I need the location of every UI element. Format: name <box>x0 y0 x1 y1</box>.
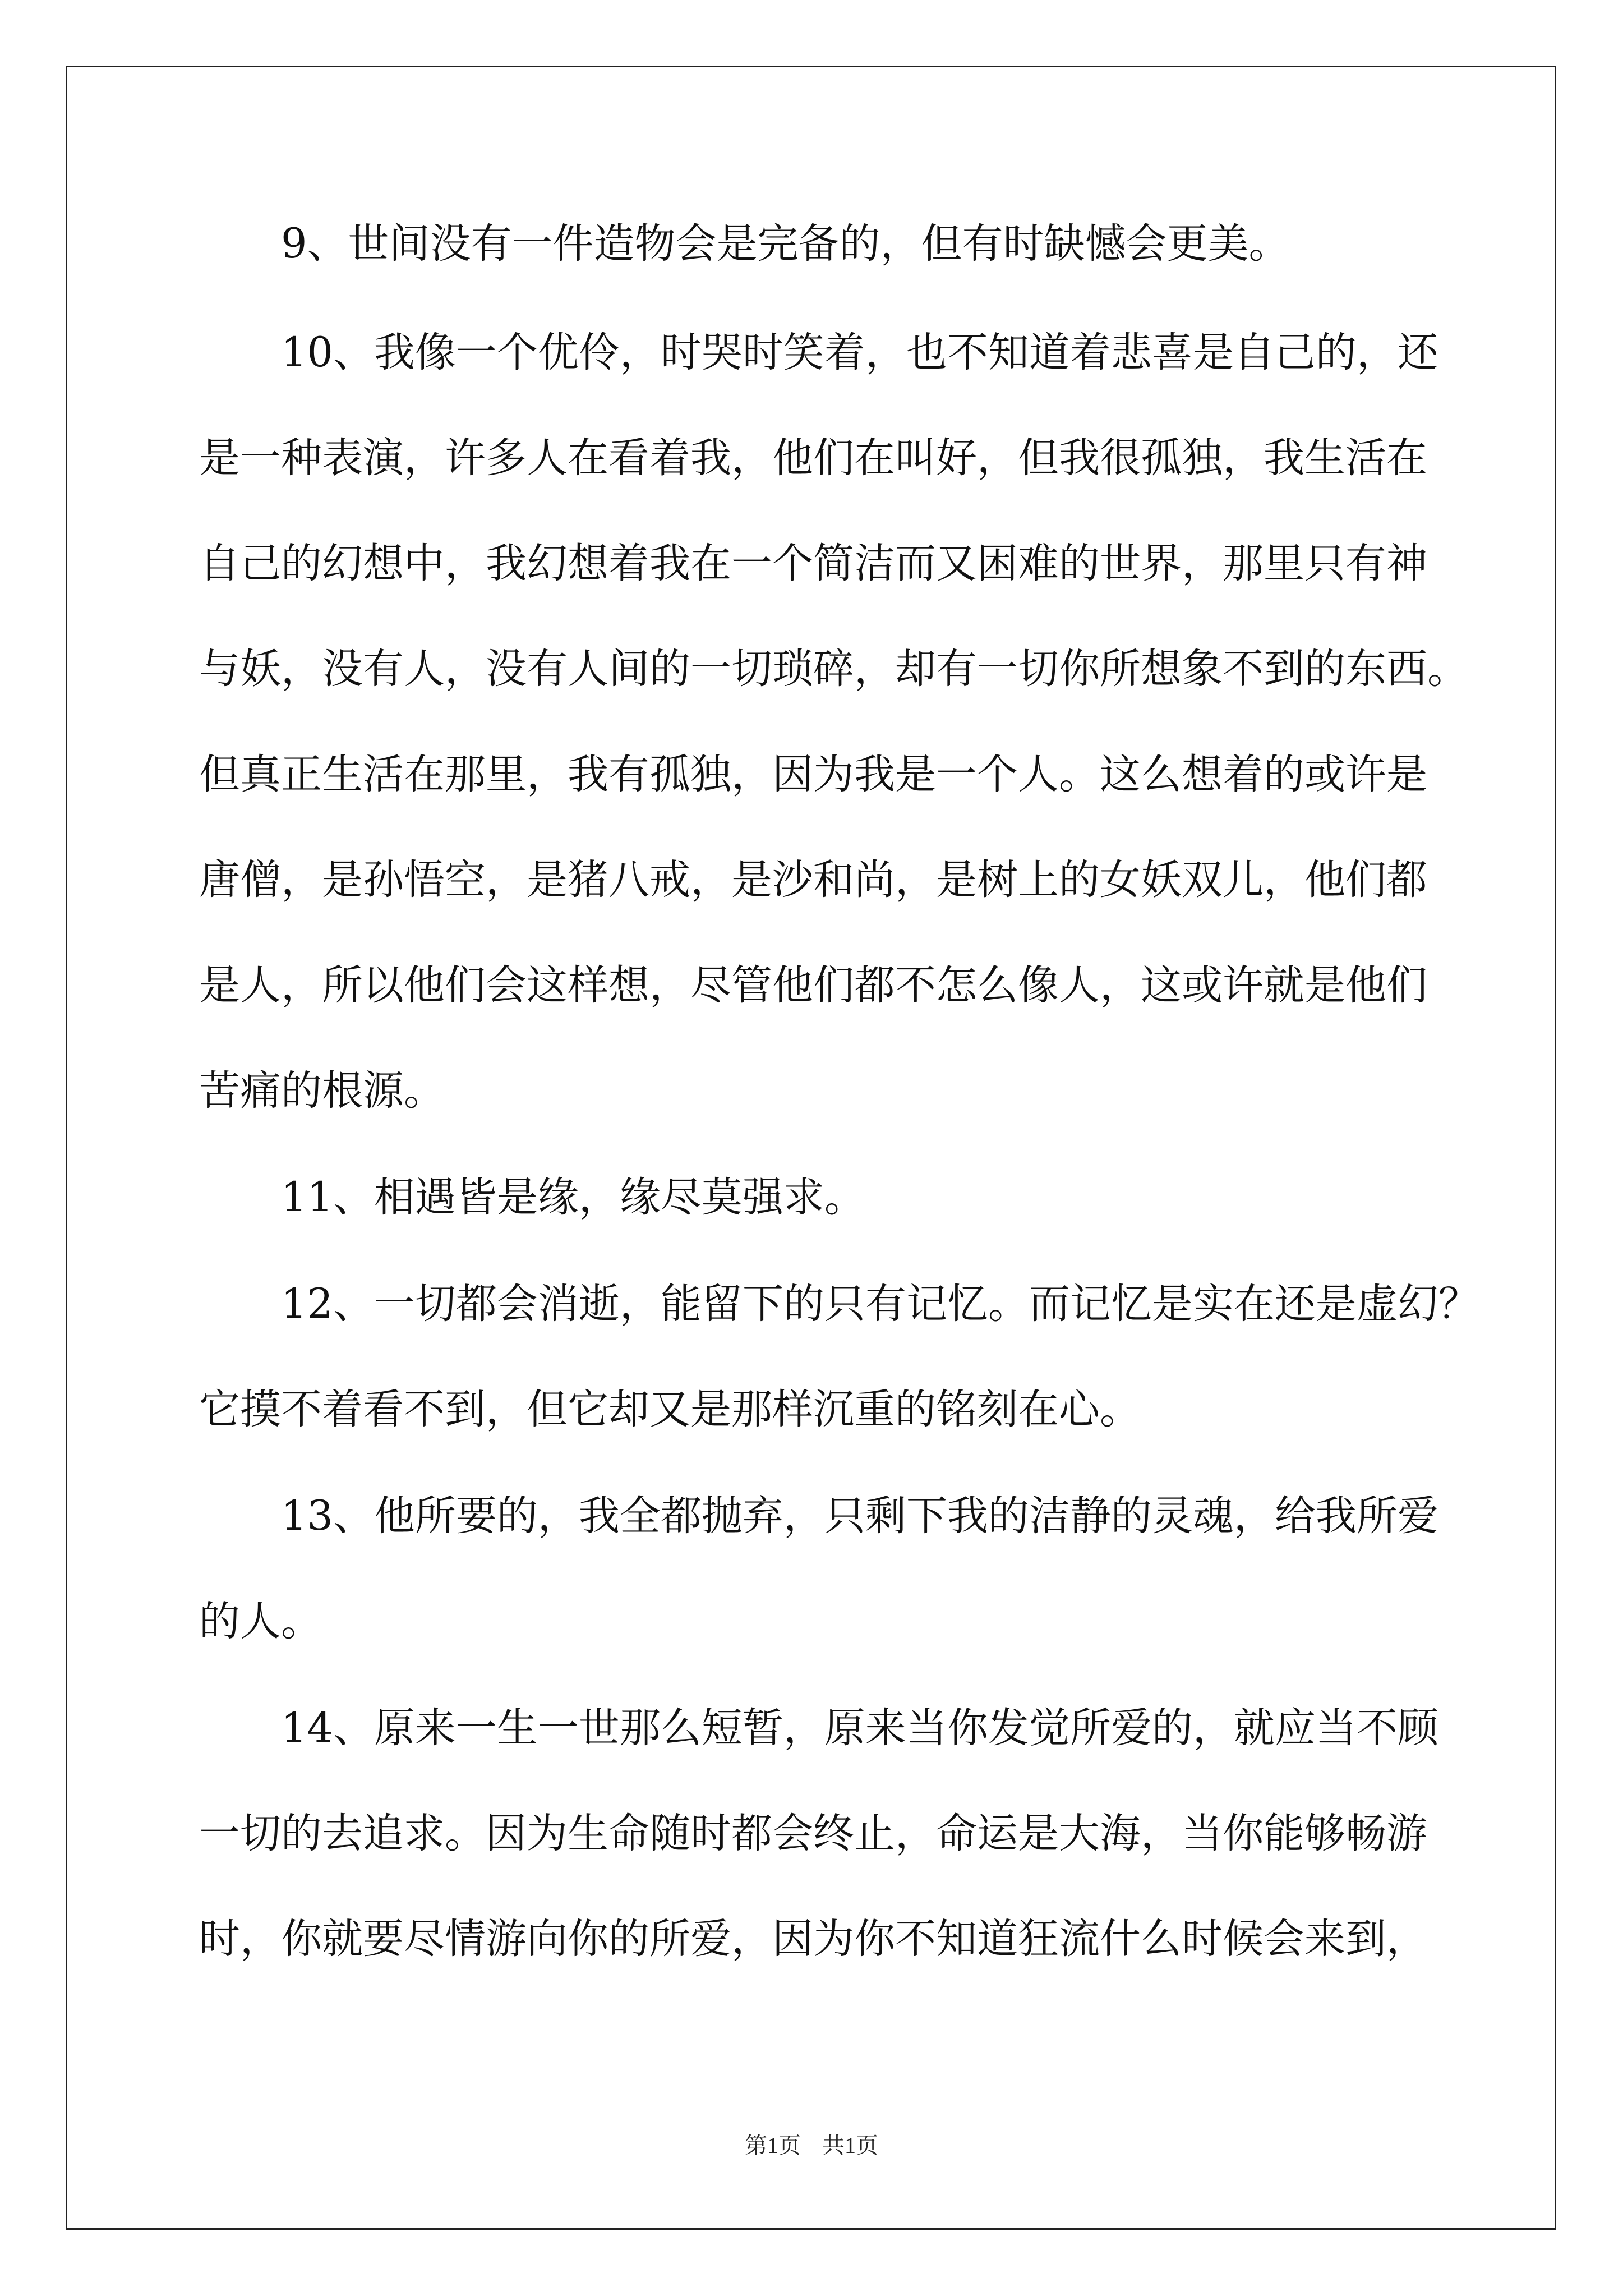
paragraph-10-line-6: 唐僧，是孙悟空，是猪八戒，是沙和尚，是树上的女妖双儿，他们都 <box>199 856 1427 904</box>
paragraph-13-line-1: 13、他所要的，我全都抛弃，只剩下我的洁静的灵魂，给我所爱 <box>281 1492 1438 1540</box>
paragraph-9: 9、世间没有一件造物会是完备的，但有时缺憾会更美。 <box>281 220 1290 268</box>
paragraph-10-line-3: 自己的幻想中，我幻想着我在一个简洁而又困难的世界，那里只有神 <box>199 540 1427 587</box>
paragraph-14-line-2: 一切的去追求。因为生命随时都会终止，命运是大海，当你能够畅游 <box>199 1810 1427 1857</box>
page-number-total: 共1页 <box>822 2133 878 2158</box>
paragraph-10-line-5: 但真正生活在那里，我有孤独，因为我是一个人。这么想着的或许是 <box>199 751 1427 798</box>
paragraph-10-line-1: 10、我像一个优伶，时哭时笑着，也不知道着悲喜是自己的，还 <box>281 329 1438 376</box>
paragraph-10-line-8: 苦痛的根源。 <box>199 1067 445 1115</box>
page-footer <box>0 2129 1623 2162</box>
paragraph-10-line-4: 与妖，没有人，没有人间的一切琐碎，却有一切你所想象不到的东西。 <box>199 645 1468 693</box>
paragraph-14-line-3: 时，你就要尽情游向你的所爱，因为你不知道狂流什么时候会来到， <box>199 1915 1427 1963</box>
paragraph-10-line-7: 是人，所以他们会这样想，尽管他们都不怎么像人，这或许就是他们 <box>199 961 1427 1009</box>
page-border <box>66 66 1556 2230</box>
paragraph-12-line-2: 它摸不着看不到，但它却又是那样沉重的铭刻在心。 <box>199 1386 1141 1433</box>
paragraph-10-line-2: 是一种表演，许多人在看着我，他们在叫好，但我很孤独，我生活在 <box>199 434 1427 482</box>
paragraph-14-line-1: 14、原来一生一世那么短暂，原来当你发觉所爱的，就应当不顾 <box>281 1704 1438 1752</box>
paragraph-13-line-2: 的人。 <box>199 1598 322 1645</box>
page-number-current: 第1页 <box>745 2133 801 2158</box>
paragraph-11: 11、相遇皆是缘，缘尽莫强求。 <box>281 1174 865 1221</box>
paragraph-12-line-1: 12、一切都会消逝，能留下的只有记忆。而记忆是实在还是虚幻？ <box>281 1280 1479 1328</box>
